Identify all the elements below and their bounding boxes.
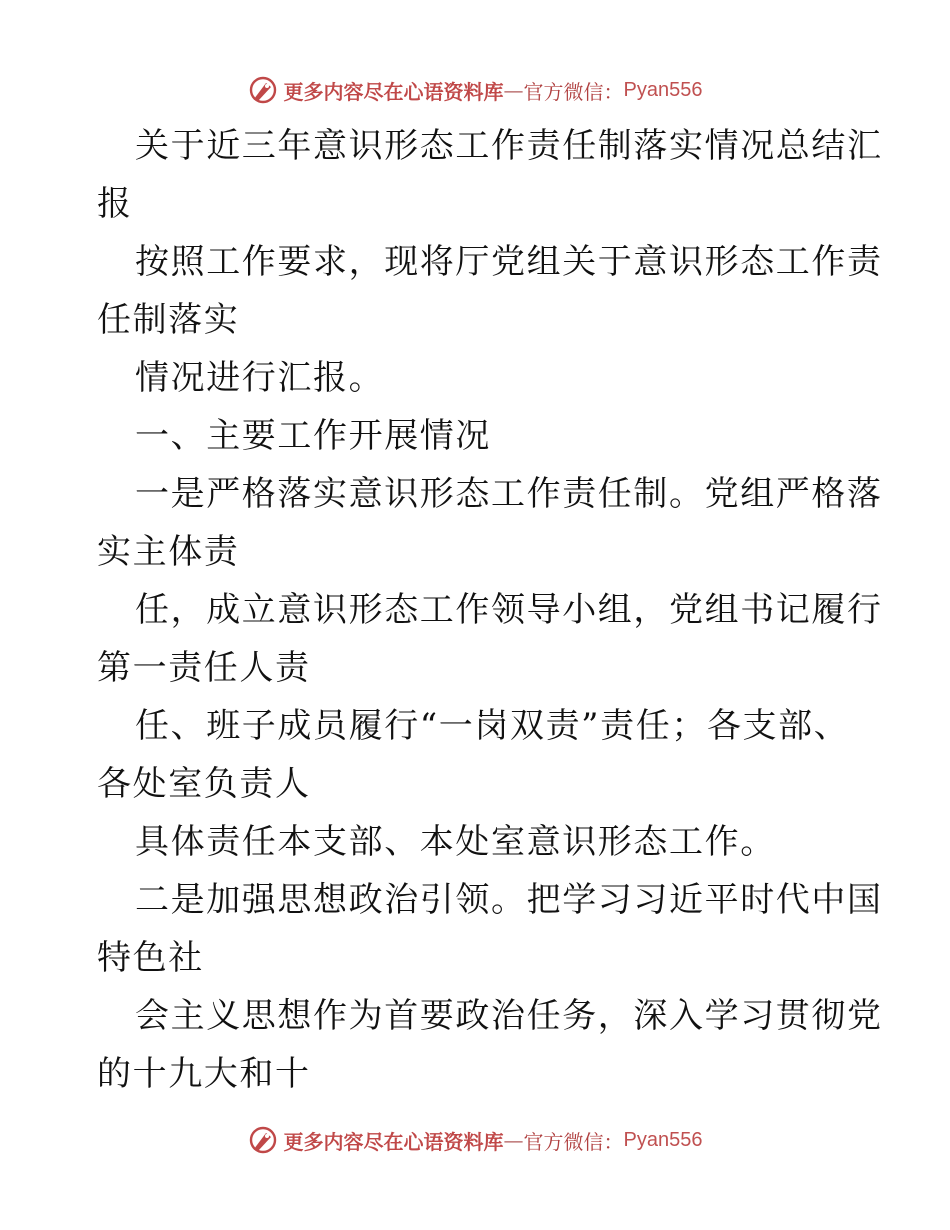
watermark-separator: — [503, 78, 524, 102]
watermark-promo-text: 更多内容尽在心语资料库 [283, 1129, 504, 1154]
paragraph-line: 一是严格落实意识形态工作责任制。党组严格落 [135, 474, 883, 514]
watermark-account: Pyan556 [623, 1128, 703, 1151]
paragraph-line: 任制落实 [97, 300, 240, 340]
paragraph-line: 具体责任本支部、本处室意识形态工作。 [135, 822, 776, 862]
paragraph-line: 二是加强思想政治引领。把学习习近平时代中国 [135, 880, 883, 920]
document-title: 关于近三年意识形态工作责任制落实情况总结汇 [135, 126, 883, 166]
watermark-promo-text: 更多内容尽在心语资料库 [283, 79, 504, 104]
paragraph-line: 特色社 [97, 938, 204, 978]
pen-nib-logo-icon [248, 75, 278, 105]
watermark-wechat-label: 官方微信： [523, 79, 624, 104]
footer-watermark [0, 1120, 950, 1160]
document-title-continued: 报 [97, 184, 133, 224]
pen-nib-logo-icon [248, 1125, 278, 1155]
paragraph-line: 第一责任人责 [97, 648, 311, 688]
paragraph-line: 情况进行汇报。 [135, 358, 385, 398]
paragraph-line: 实主体责 [97, 532, 240, 572]
section-heading: 一、主要工作开展情况 [135, 416, 491, 456]
watermark-account: Pyan556 [623, 78, 703, 101]
paragraph-line: 各处室负责人 [97, 764, 311, 804]
paragraph-line: 按照工作要求，现将厅党组关于意识形态工作责 [135, 242, 883, 282]
paragraph-line: 会主义思想作为首要政治任务，深入学习贯彻党 [135, 996, 883, 1036]
header-watermark [0, 70, 950, 110]
paragraph-line: 的十九大和十 [97, 1054, 311, 1094]
watermark-separator: — [503, 1128, 524, 1152]
paragraph-line: 任，成立意识形态工作领导小组，党组书记履行 [135, 590, 883, 630]
watermark-wechat-label: 官方微信： [523, 1129, 624, 1154]
document-body [97, 117, 883, 1103]
paragraph-line: 任、班子成员履行“一岗双责”责任；各支部、 [135, 706, 850, 746]
